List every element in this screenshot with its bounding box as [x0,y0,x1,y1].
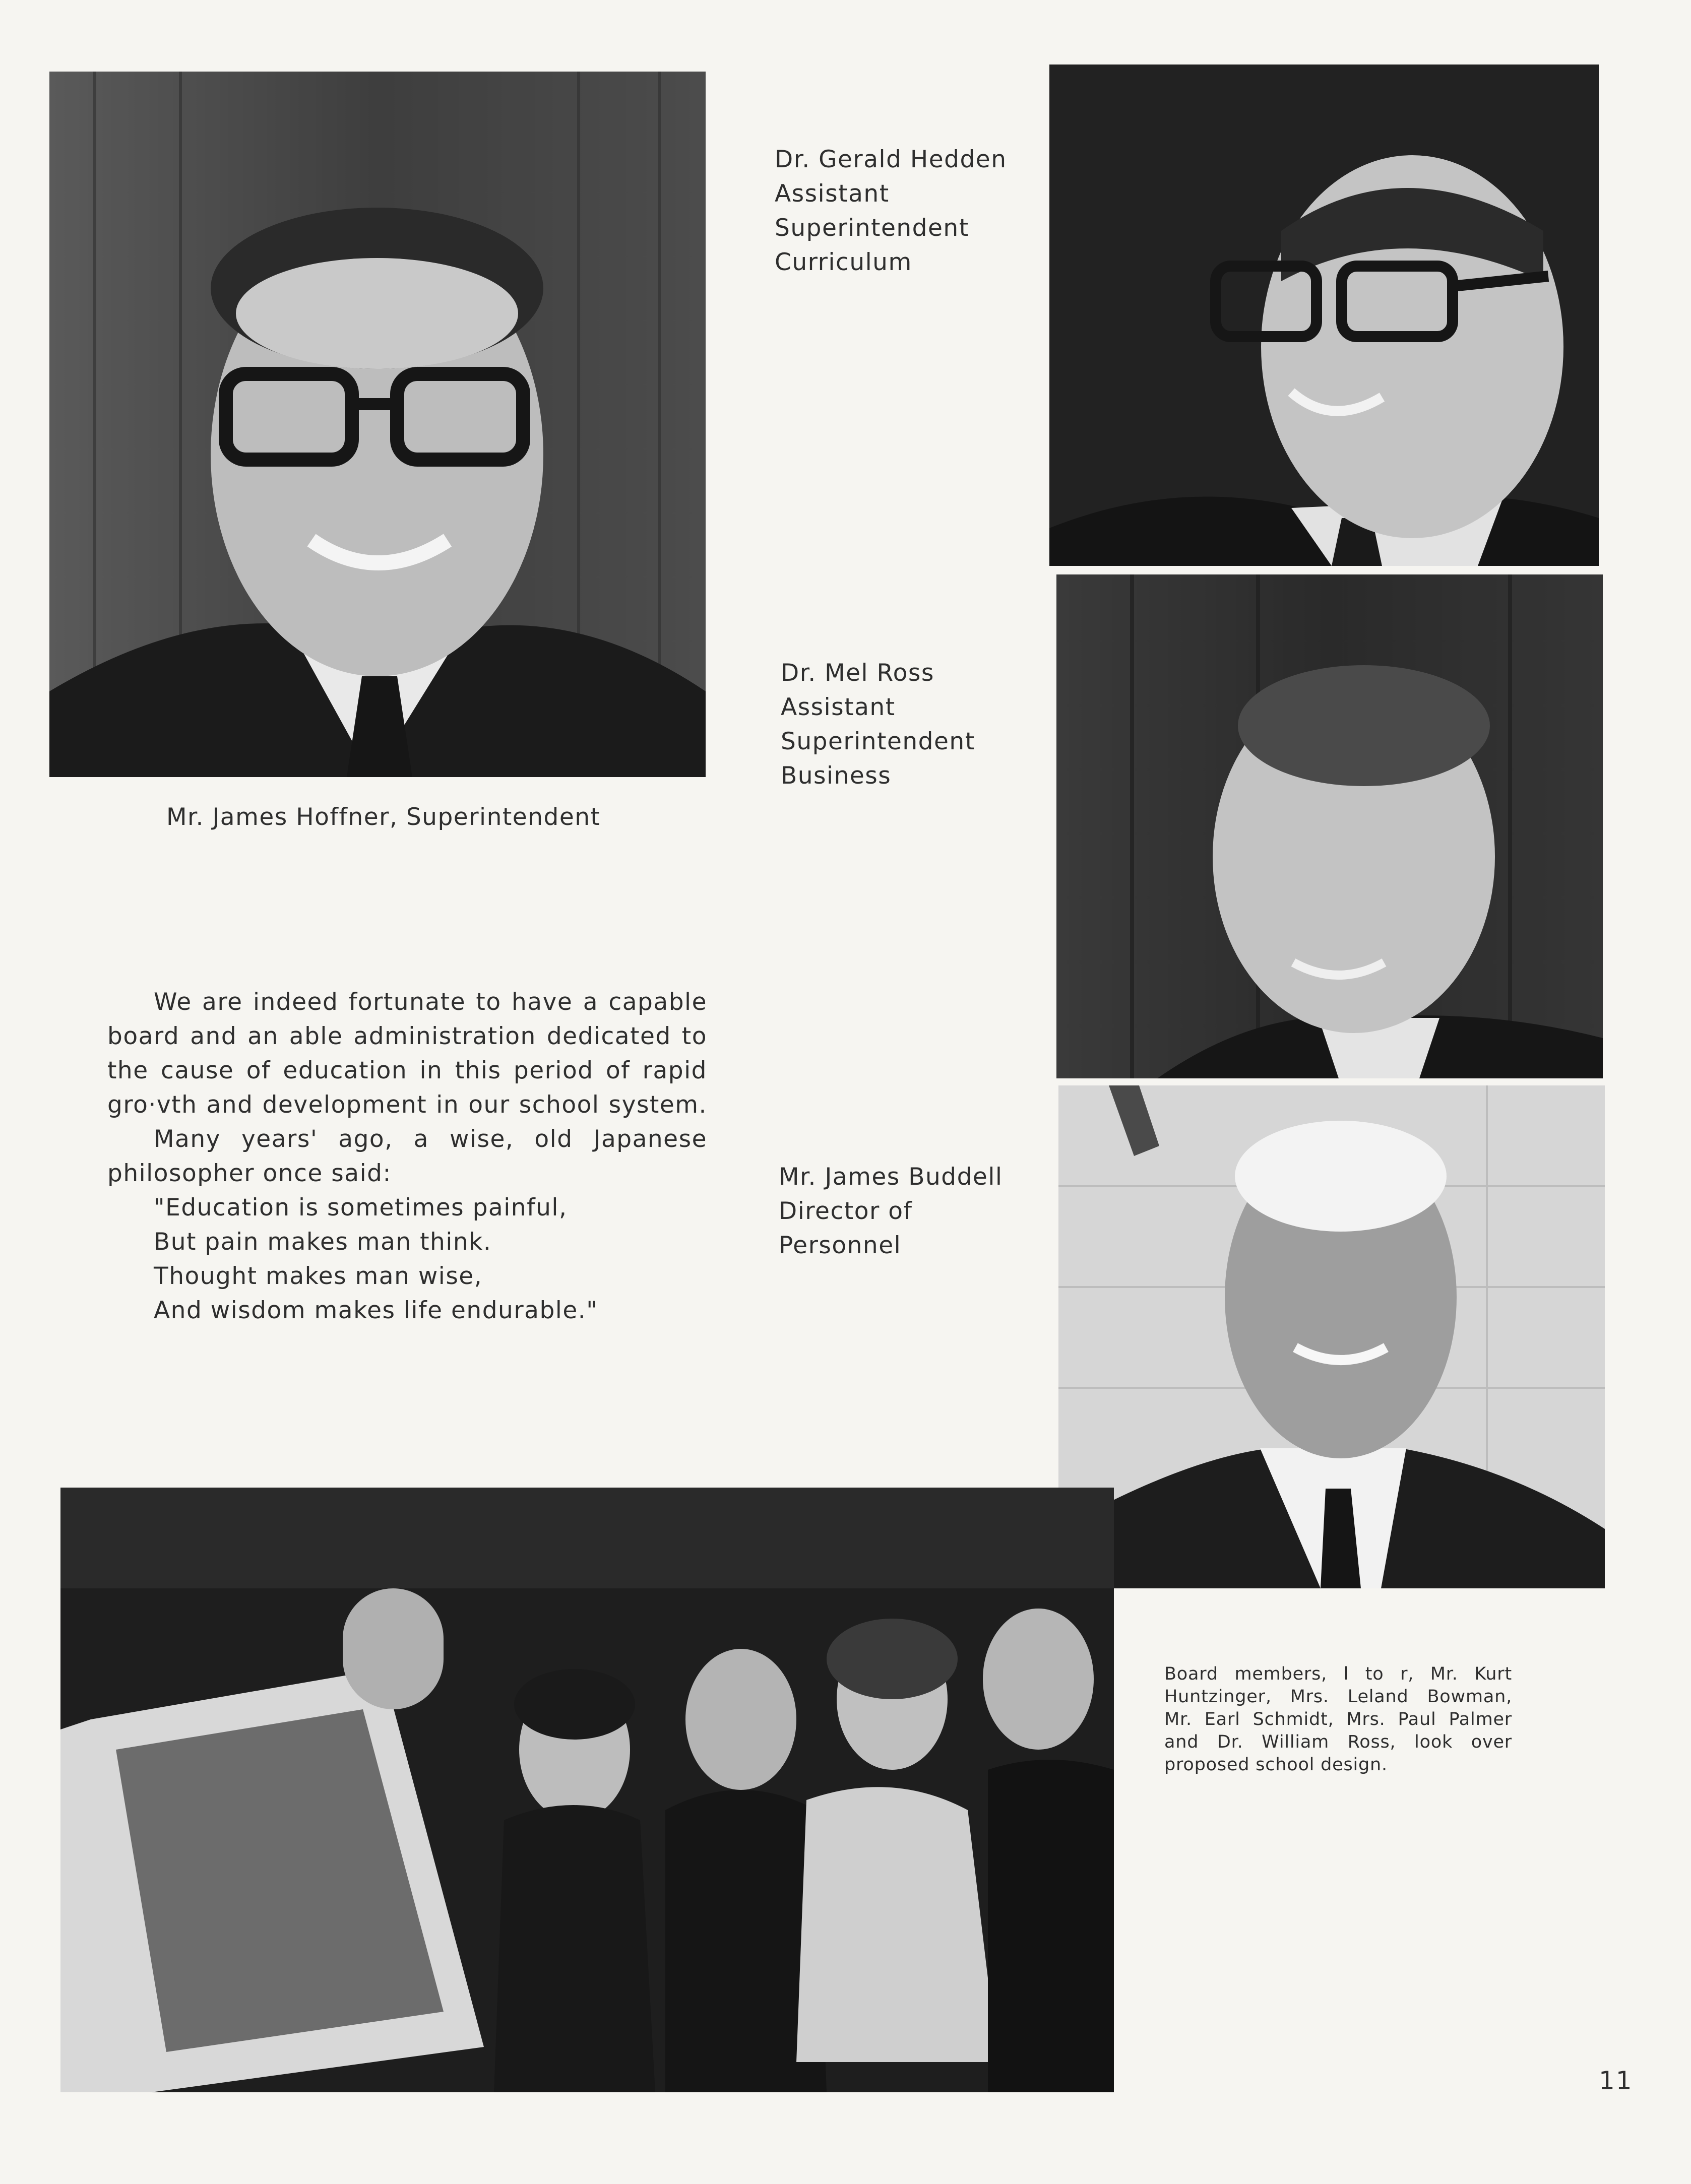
hedden-title-line-2: Superintendent [775,214,969,242]
board-caption-line: and Dr. William Ross, look over [1164,1732,1512,1752]
board-caption-line: Huntzinger, Mrs. Leland Bowman, [1164,1687,1512,1707]
quote-line: Thought makes man wise, [154,1262,483,1290]
hedden-title-line-3: Curriculum [775,248,912,276]
ross-photo [1056,574,1603,1078]
message-line: We are indeed fortunate to have a capable [154,988,707,1016]
ross-title-line-1: Assistant [781,693,896,721]
message-body [107,985,707,1328]
message-line: board and an able administration dedicated to [107,1022,707,1050]
superintendent-caption: Mr. James Hoffner, Superintendent [166,803,601,831]
board-caption-line: proposed school design. [1164,1755,1388,1775]
ross-name: Dr. Mel Ross [781,659,934,687]
message-line: Many years' ago, a wise, old Japanese [154,1125,707,1153]
buddell-caption [779,1160,1003,1263]
buddell-title-line-2: Personnel [779,1232,902,1259]
page-number: 11 [1599,2066,1633,2095]
superintendent-photo [49,72,706,777]
quote-line: And wisdom makes life endurable." [154,1297,598,1324]
hedden-photo [1049,65,1599,566]
quote-line: But pain makes man think. [154,1228,492,1256]
board-caption-line: Mr. Earl Schmidt, Mrs. Paul Palmer [1164,1709,1512,1729]
message-line: the cause of education in this period of rapid [107,1057,707,1084]
quote-line: "Education is sometimes painful, [154,1194,568,1222]
message-line: gro·vth and development in our school system. [107,1091,707,1119]
hedden-title-line-1: Assistant [775,180,890,208]
buddell-title-line-1: Director of [779,1197,913,1225]
board-photo [60,1488,1114,2092]
buddell-name: Mr. James Buddell [779,1163,1003,1191]
buddell-photo [1058,1085,1605,1588]
message-line: philosopher once said: [107,1160,392,1187]
board-caption [1164,1663,1512,1776]
hedden-name: Dr. Gerald Hedden [775,146,1007,173]
ross-title-line-3: Business [781,762,892,790]
ross-title-line-2: Superintendent [781,728,975,755]
hedden-caption [775,143,1007,280]
board-caption-line: Board members, l to r, Mr. Kurt [1164,1664,1512,1684]
ross-caption [781,656,975,793]
